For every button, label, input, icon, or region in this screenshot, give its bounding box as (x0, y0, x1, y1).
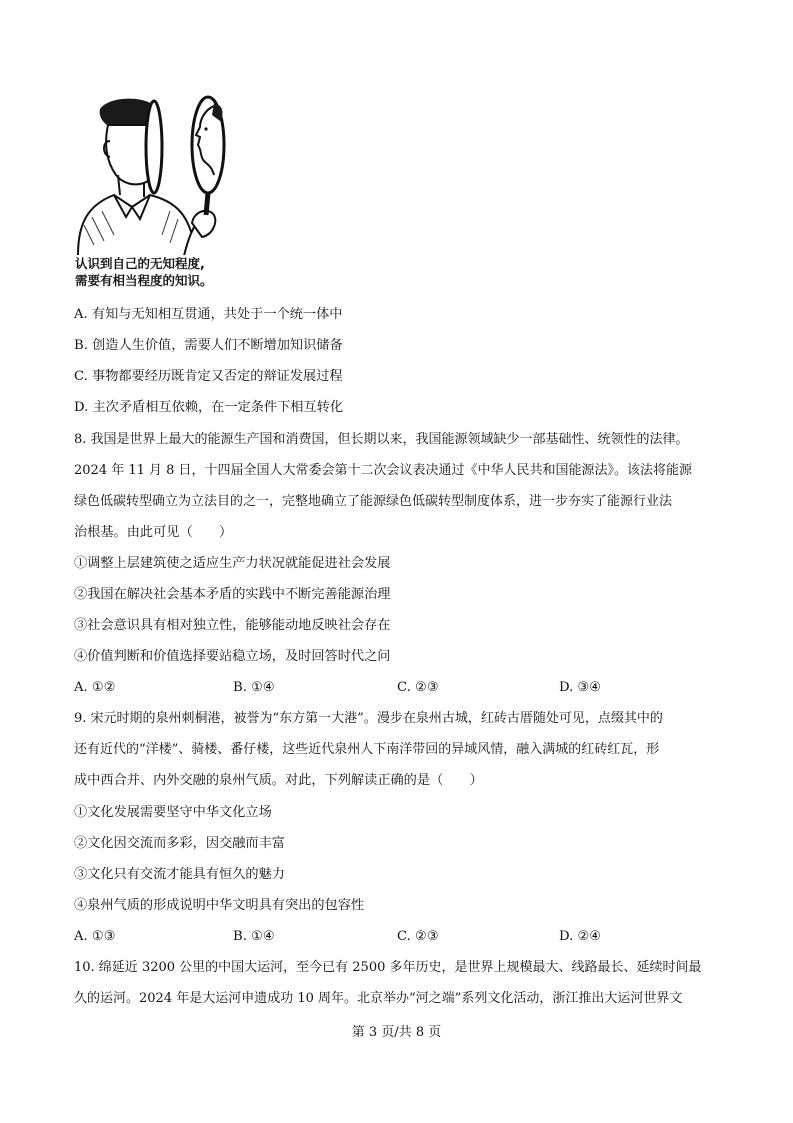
q8-choice-a: A. ①② (74, 680, 116, 695)
page-number: 第 3 页/共 8 页 (351, 1025, 442, 1040)
caption-line-2: 需要有相当程度的知识。 (75, 273, 213, 288)
q9-choices (74, 921, 734, 952)
q8-stem-line-1: 8. 我国是世界上最大的能源生产国和消费国，但长期以来，我国能源领域缺少一部基础性、统领性的法律。 (74, 432, 689, 447)
q8-statement-1: ①调整上层建筑使之适应生产力状况就能促进社会发展 (74, 556, 391, 571)
q8-statement-3: ③社会意识具有相对独立性，能够能动地反映社会存在 (74, 618, 391, 633)
q9-choice-a: A. ①③ (74, 929, 116, 944)
q9-stem-line-3: 成中西合并、内外交融的泉州气质。对此，下列解读正确的是（ ） (74, 773, 483, 788)
q9-statement-4: ④泉州气质的形成说明中华文明具有突出的包容性 (74, 898, 365, 913)
q8-stem-line-4: 治根基。由此可见（ ） (74, 525, 233, 540)
q7-option-d: D. 主次矛盾相互依赖，在一定条件下相互转化 (74, 400, 344, 415)
q8-stem-line-2: 2024 年 11 月 8 日，十四届全国人大常委会第十二次会议表决通过《中华人民共和国能源法》。该法将能源 (74, 463, 693, 478)
q8-statement-4: ④价值判断和价值选择要站稳立场，及时回答时代之问 (74, 649, 391, 664)
q8-choice-c: C. ②③ (397, 680, 439, 695)
q9-choice-b: B. ①④ (233, 929, 275, 944)
q9-choice-c: C. ②③ (397, 929, 439, 944)
q10-stem-line-2: 久的运河。2024 年是大运河申遗成功 10 周年。北京举办“河之端”系列文化活动，浙江推出大运河世界文 (74, 991, 683, 1006)
q8-stem-line-3: 绿色低碳转型确立为立法目的之一，完整地确立了能源绿色低碳转型制度体系，进一步夯实了能源行业法 (74, 494, 673, 509)
figure-caption (75, 255, 213, 289)
q8-statement-2: ②我国在解决社会基本矛盾的实践中不断完善能源治理 (74, 587, 391, 602)
q7-option-a: A. 有知与无知相互贯通，共处于一个统一体中 (74, 307, 343, 322)
q8-choice-b: B. ①④ (233, 680, 275, 695)
caption-line-1: 认识到自己的无知程度, (75, 256, 205, 271)
q9-stem-line-1: 9. 宋元时期的泉州刺桐港，被誉为“东方第一大港”。漫步在泉州古城，红砖古厝随处可见，点缀其中的 (74, 711, 663, 726)
q10-stem-line-1: 10. 绵延近 3200 公里的中国大运河，至今已有 2500 多年历史，是世界上规模最大、线路最长、延续时间最 (74, 960, 702, 975)
q8-choice-d: D. ③④ (559, 680, 602, 695)
q7-option-c: C. 事物都要经历既肯定又否定的辩证发展过程 (74, 369, 343, 384)
q9-stem-line-2: 还有近代的“洋楼”、骑楼、番仔楼，这些近代泉州人下南洋带回的异域风情，融入满城的红砖红瓦，形 (74, 742, 660, 757)
q9-statement-1: ①文化发展需要坚守中华文化立场 (74, 805, 272, 820)
q8-choices (74, 672, 734, 703)
q7-option-b: B. 创造人生价值，需要人们不断增加知识储备 (74, 338, 343, 353)
q9-statement-2: ②文化因交流而多彩，因交融而丰富 (74, 836, 285, 851)
q9-statement-3: ③文化只有交流才能具有恒久的魅力 (74, 867, 285, 882)
q9-choice-d: D. ②④ (559, 929, 602, 944)
man-with-mirror-drawing (74, 95, 234, 255)
